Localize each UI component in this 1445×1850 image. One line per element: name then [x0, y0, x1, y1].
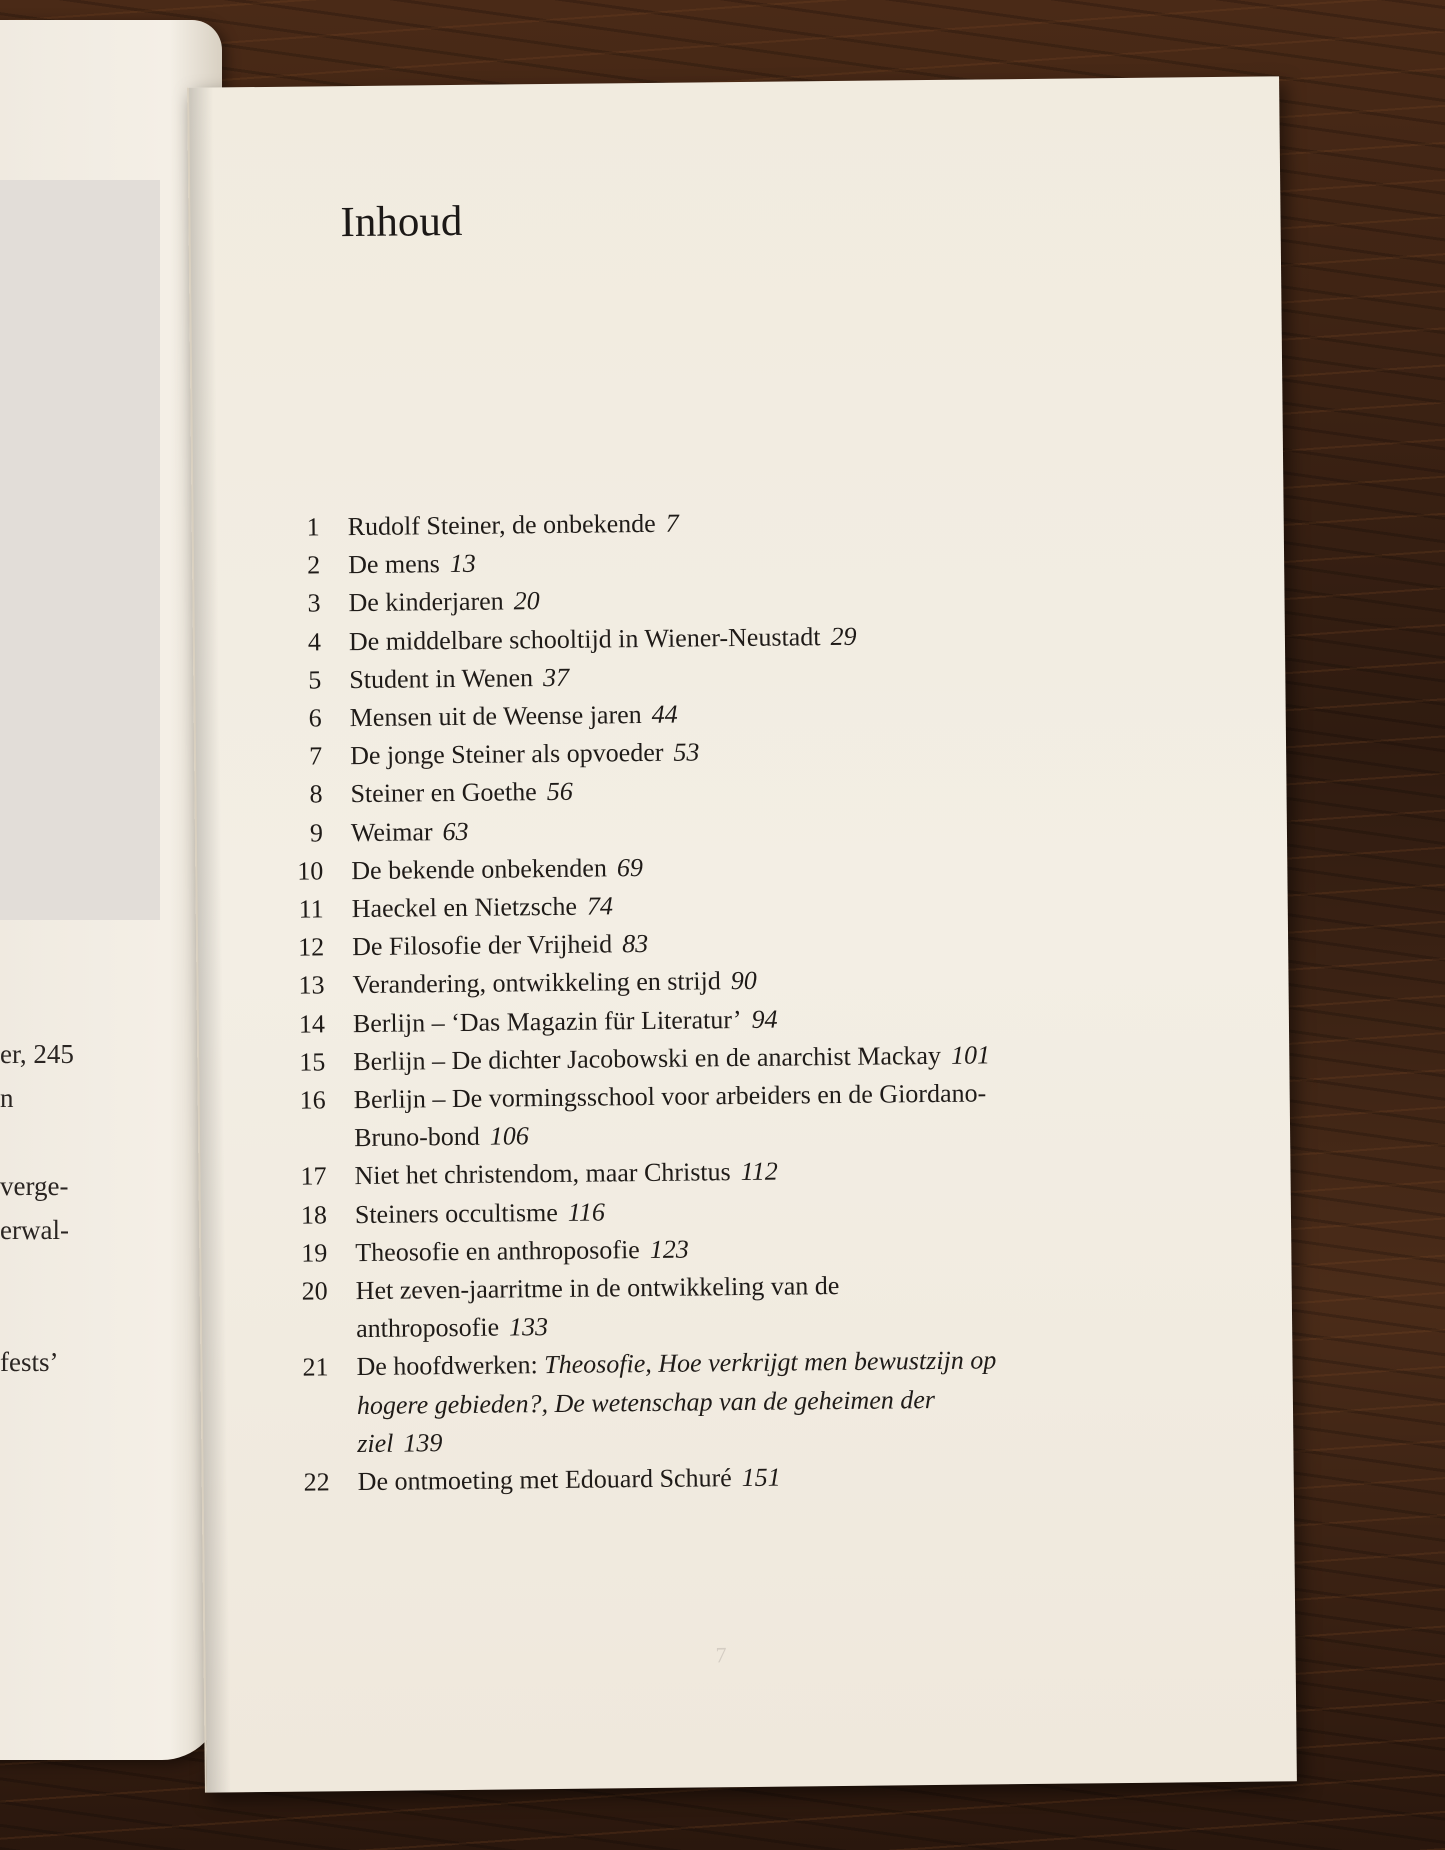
toc-entry-number: 20 [301, 1276, 328, 1306]
toc-entry-title: De jonge Steiner als opvoeder [349, 738, 664, 771]
toc-entry-number: 17 [300, 1161, 327, 1192]
page-title: Inhoud [340, 197, 463, 247]
table-of-contents [254, 499, 1264, 1503]
toc-entry-body [330, 1456, 998, 1501]
toc-entry-number: 18 [300, 1200, 328, 1230]
toc-entry-number: 14 [298, 1009, 326, 1039]
toc-entry-page: 151 [741, 1462, 781, 1493]
toc-entry-page: 90 [730, 966, 757, 996]
toc-entry [262, 1339, 1263, 1464]
toc-entry-page: 13 [449, 548, 476, 579]
toc-entry-title: Weimar [350, 816, 433, 847]
toc-entry-title: Haeckel en Nietzsche [351, 891, 578, 924]
toc-entry-title: Theosofie en anthroposofie [355, 1234, 640, 1267]
toc-entry-number: 2 [306, 550, 321, 580]
toc-entry-page: 101 [950, 1040, 991, 1070]
toc-entry-title: Berlijn – De vormingsschool voor arbeiders en de Giordano-Bruno-bond [353, 1078, 987, 1153]
toc-entry-title: Mensen uit de Weense jaren [349, 700, 642, 733]
right-page [187, 76, 1297, 1792]
toc-entry-title: Steiner en Goethe [350, 777, 537, 809]
toc-entry [260, 1072, 1261, 1159]
toc-entry-page: 133 [508, 1312, 549, 1342]
toc-entry-title: De kinderjaren [348, 586, 504, 618]
toc-entry-page: 44 [651, 699, 678, 729]
left-fragment: n [0, 1083, 14, 1113]
left-fragment: er, 245 [0, 1039, 74, 1069]
toc-entry [262, 1263, 1263, 1350]
toc-entry-number: 13 [298, 970, 325, 1001]
left-fragment [0, 1296, 222, 1340]
toc-entry-page: 56 [546, 777, 573, 807]
toc-entry-page: 37 [542, 662, 570, 692]
toc-entry-number: 12 [297, 932, 325, 962]
toc-entry-title: De middelbare schooltijd in Wiener-Neustadt [348, 621, 821, 656]
toc-entry-page: 69 [616, 852, 644, 883]
left-fragment: erwal- [0, 1215, 69, 1245]
toc-entry-title: De hoofdwerken: [356, 1350, 538, 1382]
toc-entry-title: De bekende onbekenden [351, 853, 608, 885]
toc-entry-page: 112 [740, 1157, 778, 1187]
toc-entry-number: 9 [309, 818, 324, 848]
toc-entry-number: 4 [307, 627, 322, 657]
toc-entry-title: Student in Wenen [349, 662, 534, 694]
toc-entry-number: 6 [308, 703, 322, 733]
left-fragment [0, 1252, 222, 1296]
toc-entry-number: 21 [302, 1352, 329, 1383]
left-fragment [0, 1120, 222, 1164]
toc-entry-page: 7 [665, 508, 679, 538]
toc-entry-title: De mens [347, 549, 440, 580]
toc-entry-number: 19 [301, 1238, 328, 1268]
left-fragment: fests’ [0, 1347, 59, 1377]
toc-entry-page: 94 [751, 1004, 778, 1034]
toc-entry-title: Berlijn – De dichter Jacobowski en de anarchist Mackay [353, 1040, 942, 1076]
toc-entry-body [326, 1074, 995, 1157]
toc-entry-number: 16 [299, 1085, 326, 1115]
toc-entry-title: Steiners occultisme [354, 1197, 558, 1229]
toc-entry-title: Berlijn – ‘Das Magazin für Literatur’ [352, 1004, 742, 1038]
toc-entry-number: 22 [303, 1467, 330, 1497]
toc-entry-page: 63 [442, 816, 469, 846]
toc-entry-title: Verandering, ontwikkeling en strijd [352, 966, 721, 1000]
toc-entry-number: 7 [308, 741, 323, 771]
toc-entry-page: 74 [586, 891, 614, 921]
toc-entry-page: 123 [649, 1234, 689, 1264]
toc-entry-page: 20 [513, 586, 540, 616]
toc-entry-title-italic: Theosofie, Hoe verkrijgt men bewustzijn op hogere gebieden?, De wetenschap van de geheimen der ziel [356, 1345, 997, 1458]
toc-entry-body [328, 1342, 997, 1464]
page-folio: 7 [715, 1642, 727, 1668]
left-page-text [0, 1032, 222, 1384]
toc-entry-page: 106 [489, 1121, 529, 1151]
toc-entry-page: 116 [567, 1197, 606, 1227]
toc-entry-number: 1 [306, 512, 320, 542]
toc-entry-title: De Filosofie der Vrijheid [351, 929, 613, 962]
toc-entry-body [328, 1265, 997, 1348]
toc-entry-title: Rudolf Steiner, de onbekende [347, 508, 656, 542]
toc-entry-title: Niet het christendom, maar Christus [354, 1157, 731, 1191]
toc-entry-number: 3 [307, 588, 321, 618]
toc-entry-title: Het zeven-jaarritme in de ontwikkeling van de anthroposofie [355, 1271, 840, 1344]
toc-entry-title: De ontmoeting met Edouard Schuré [357, 1463, 732, 1497]
left-fragment: verge- [0, 1171, 69, 1201]
toc-entry-number: 10 [297, 856, 324, 886]
toc-entry-page: 83 [622, 929, 649, 959]
toc-entry-page: 139 [403, 1428, 443, 1458]
left-page-photo [0, 180, 160, 920]
toc-entry-number: 5 [308, 665, 322, 695]
toc-entry-page: 53 [673, 737, 700, 767]
toc-entry-number: 8 [309, 779, 323, 809]
toc-entry-number: 15 [299, 1047, 326, 1077]
toc-entry-page: 29 [830, 621, 857, 651]
toc-entry-number: 11 [298, 894, 324, 924]
